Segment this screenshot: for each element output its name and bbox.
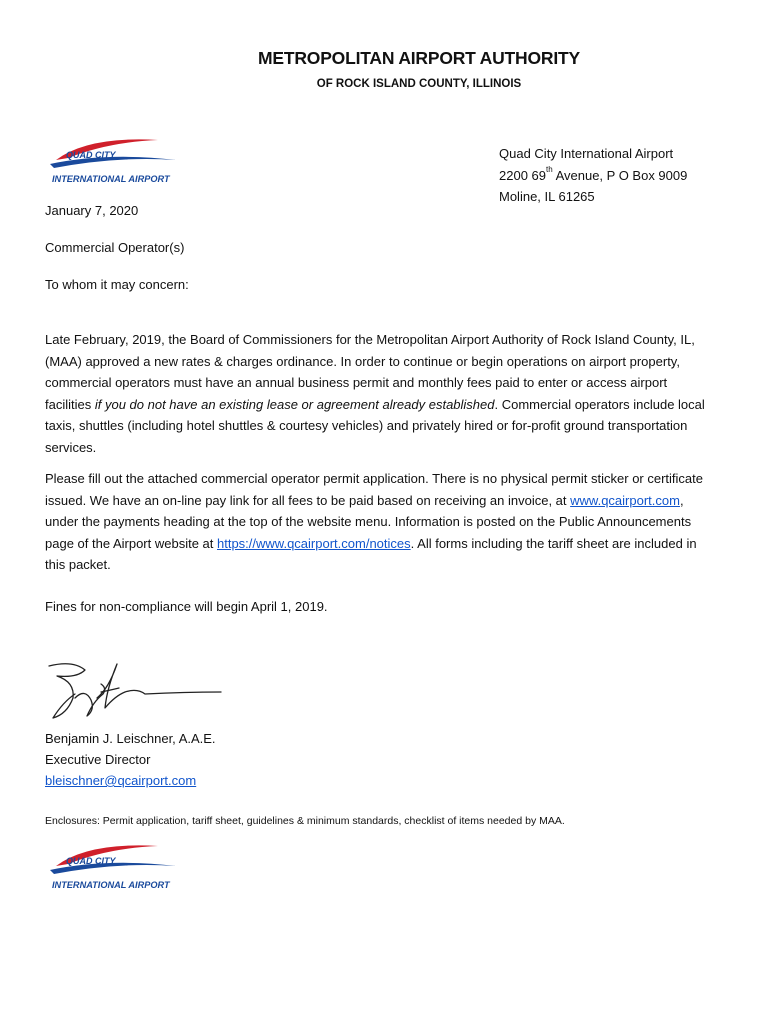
signer-email-link[interactable]: bleischner@qcairport.com xyxy=(45,773,197,788)
address-street xyxy=(499,165,687,187)
p2-text-2: , under the payments heading at the top of the website menu. Information is posted on the Public Announcements page of the Airport website at xyxy=(45,492,692,551)
footer-logo-line1: QUAD CITY xyxy=(66,856,116,866)
letterhead-subtitle: OF ROCK ISLAND COUNTY, ILLINOIS xyxy=(316,78,522,90)
logo-line2: INTERNATIONAL AIRPORT xyxy=(52,174,170,184)
website-link[interactable]: www.qcairport.com xyxy=(570,492,680,508)
p1-text: Late February, 2019, the Board of Commissioners for the Metropolitan Airport Authority of Rock Island County, IL, (MAA) approved a new rates & charges ordinance. In order to continue or begin operations on airport property, commercial operators must have an annual business permit and monthly fees paid to enter or access airport facilities xyxy=(45,332,695,412)
signature-graphic xyxy=(45,658,225,724)
footer-logo-line2: INTERNATIONAL AIRPORT xyxy=(52,880,170,890)
signer-title: Executive Director xyxy=(45,752,151,767)
address-name: Quad City International Airport xyxy=(499,146,674,161)
notices-link[interactable]: https://www.qcairport.com/notices xyxy=(217,535,411,551)
p2-text-3: . All forms including the tariff sheet are included in this packet. xyxy=(45,535,697,573)
logo-line1: QUAD CITY xyxy=(66,150,116,160)
p1-italic: if you do not have an existing lease or agreement already established xyxy=(94,396,495,412)
p1-text-end: . Commercial operators include local taxis, shuttles (including hotel shuttles & courtesy vehicles) and privately hired or for-profit ground transportation services. xyxy=(45,396,705,455)
fines-notice: Fines for non-compliance will begin April 1, 2019. xyxy=(45,599,328,614)
street-rest: Avenue, P O Box 9009 xyxy=(552,167,688,183)
airport-logo xyxy=(48,134,182,186)
airport-logo-graphic xyxy=(48,134,182,186)
p2-text-1: Please fill out the attached commercial operator permit application. There is no physical permit sticker or certificate issued. We have an on-line pay link for all fees to be paid based on receiving an invoice, at xyxy=(45,471,703,508)
body-paragraph-1 xyxy=(45,329,715,459)
recipient: Commercial Operator(s) xyxy=(45,240,185,255)
letter-date: January 7, 2020 xyxy=(45,203,139,218)
airport-logo-footer-graphic xyxy=(48,840,182,892)
street-number: 2200 69 xyxy=(499,167,546,183)
address-city: Moline, IL 61265 xyxy=(499,189,595,204)
enclosures: Enclosures: Permit application, tariff sheet, guidelines & minimum standards, checklist of items needed by MAA. xyxy=(45,815,565,827)
body-paragraph-2 xyxy=(45,468,715,576)
return-address xyxy=(499,143,687,208)
letterhead-title: METROPOLITAN AIRPORT AUTHORITY xyxy=(258,48,580,68)
signer-name: Benjamin J. Leischner, A.A.E. xyxy=(45,731,216,746)
signature-block xyxy=(45,728,216,791)
salutation: To whom it may concern: xyxy=(45,277,189,292)
street-suffix: th xyxy=(546,164,553,174)
handwritten-signature xyxy=(45,658,225,724)
airport-logo-footer xyxy=(48,840,182,892)
